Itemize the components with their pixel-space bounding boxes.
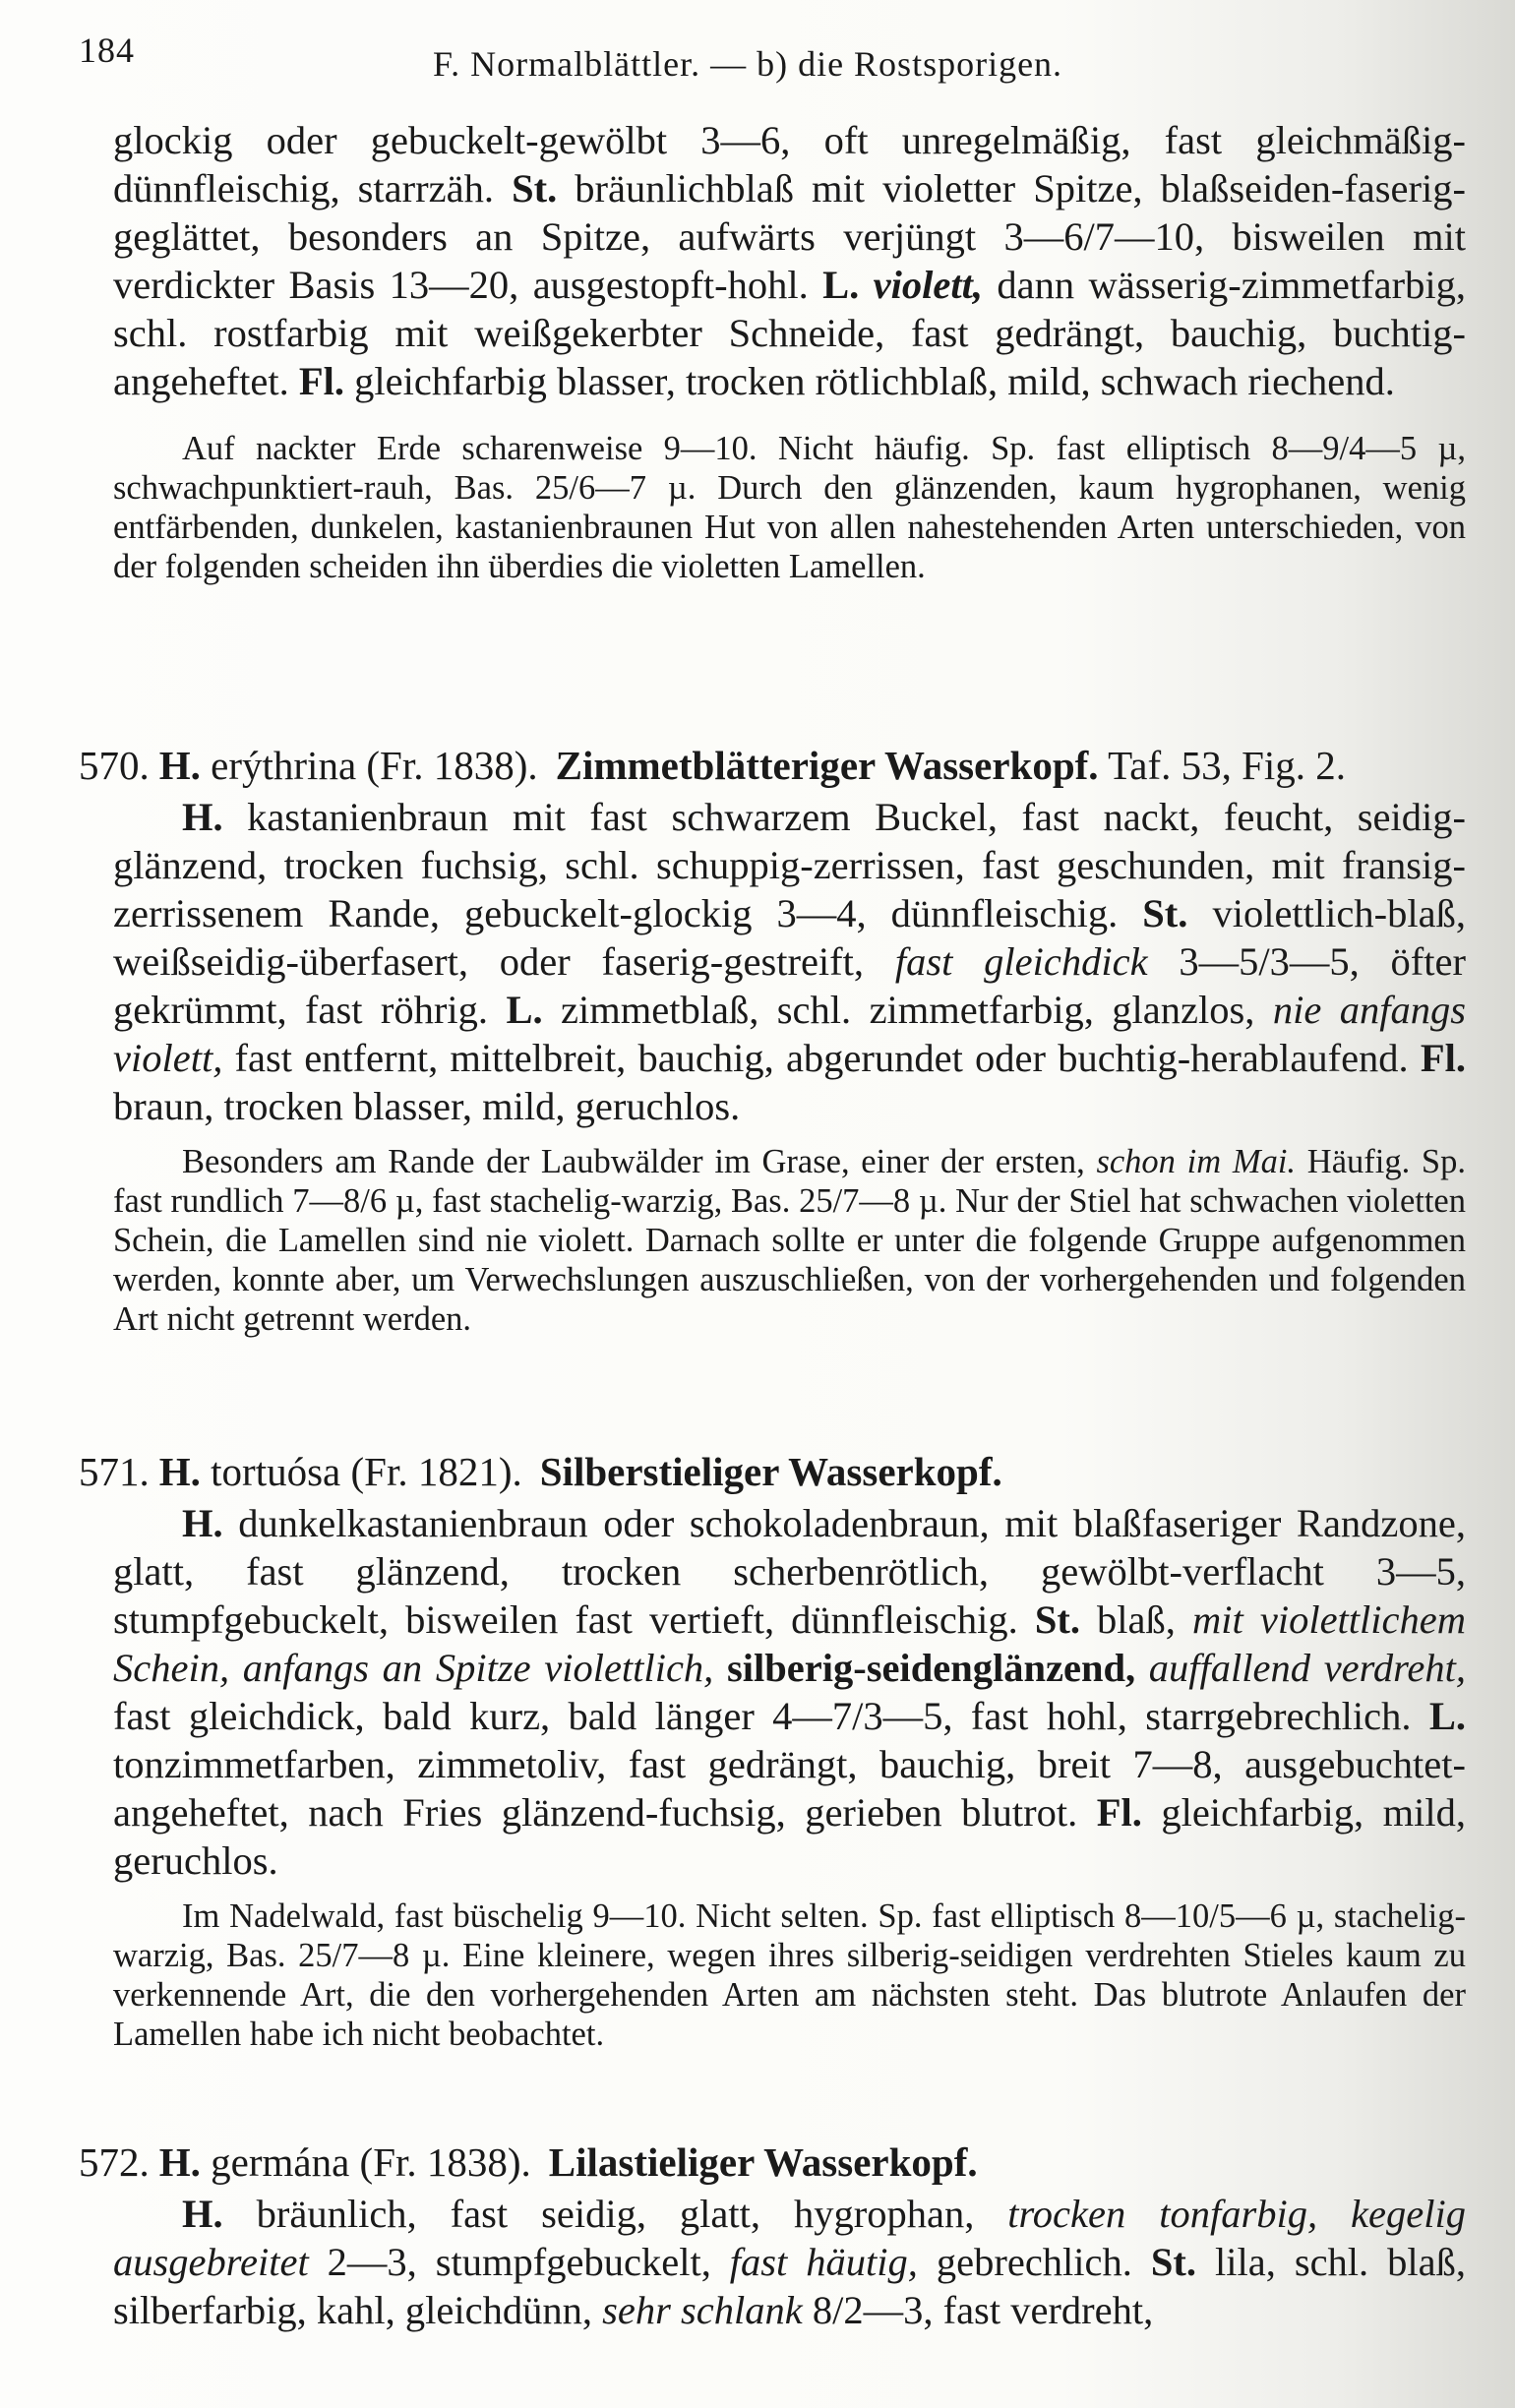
continuation-section — [113, 116, 1466, 586]
page-number: 184 — [79, 30, 135, 70]
common-name: Lilastieliger Wasserkopf. — [548, 2139, 978, 2185]
entry-description: H. dunkelkastanienbraun oder schokoladenbraun, mit blaßfaseriger Randzone, glatt, fast glänzend, trocken scherbenrötlich, gewölbt-verflacht 3—5, stumpfgebuckelt, bisweilen fast vertieft, dünnfleischig. St. blaß, mit violettlichem Schein, anfangs an Spitze violettlich, silberig-seidenglänzend, auffallend verdreht, fast gleichdick, bald kurz, bald länger 4—7/3—5, fast hohl, starrgebrechlich. L. tonzimmetfarben, zimmetoliv, fast gedrängt, bauchig, breit 7—8, ausgebuchtet-angeheftet, nach Fries glänzend-fuchsig, gerieben blutrot. Fl. gleichfarbig, mild, geruchlos. — [113, 1501, 1467, 1883]
page-header — [79, 30, 1456, 89]
entry-description: H. kastanienbraun mit fast schwarzem Buckel, fast nackt, feucht, seidig-glänzend, trocken fuchsig, schl. schuppig-zerrissen, fast geschunden, mit fransig-zerrissenem Rande, gebuckelt-glockig 3—4, dünnfleischig. St. violettlich-blaß, weißseidig-überfasert, oder faserig-gestreift, fast gleichdick 3—5/3—5, öfter gekrümmt, fast röhrig. L. zimmetblaß, schl. zimmetfarbig, glanzlos, nie anfangs violett, fast entfernt, mittelbreit, bauchig, abgerundet oder buchtig-herablaufend. Fl. braun, trocken blasser, mild, geruchlos. — [113, 795, 1466, 1128]
entry-heading: 571. H. tortuósa (Fr. 1821). Silberstieliger Wasserkopf. — [79, 1449, 1002, 1494]
species-name: germána (Fr. 1838). — [200, 2139, 531, 2185]
continuation-note: Auf nackter Erde scharenweise 9—10. Nicht häufig. Sp. fast elliptisch 8—9/4—5 µ, schwachpunktiert-rauh, Bas. 25/6—7 µ. Durch den glänzenden, kaum hygrophanen, wenig entfärbenden, dunkelen, kastanienbraunen Hut von allen nahestehenden Arten unterschieden, von der folgenden scheiden ihn überdies die violetten Lamellen. — [113, 430, 1466, 585]
continuation-description: glockig oder gebuckelt-gewölbt 3—6, oft unregelmäßig, fast gleichmäßig-dünnfleischig, starrzäh. St. bräunlichblaß mit violetter Spitze, blaßseiden-faserig-geglättet, besonders an Spitze, aufwärts verjüngt 3—6/7—10, bisweilen mit verdickter Basis 13—20, ausgestopft-hohl. L. violett, dann wässerig-zimmetfarbig, schl. rostfarbig mit weißgekerbter Schneide, fast gedrängt, bauchig, buchtig-angeheftet. Fl. gleichfarbig blasser, trocken rötlichblaß, mild, schwach riechend. — [113, 118, 1466, 403]
entry-heading: 570. H. erýthrina (Fr. 1838). Zimmetblätteriger Wasserkopf. Taf. 53, Fig. 2. — [79, 743, 1347, 788]
entry-number: 571. — [79, 1449, 150, 1494]
entry-number: 572. — [79, 2139, 150, 2185]
plate-reference: Taf. 53, Fig. 2. — [1108, 743, 1347, 788]
entry-description: H. bräunlich, fast seidig, glatt, hygrophan, trocken tonfarbig, kegelig ausgebreitet 2—3, stumpfgebuckelt, fast häutig, gebrechlich. St. lila, schl. blaß, silberfarbig, kahl, gleichdünn, sehr schlank 8/2—3, fast verdreht, — [113, 2192, 1467, 2332]
common-name: Zimmetblätteriger Wasserkopf. — [555, 743, 1099, 788]
entry-571 — [79, 1446, 1467, 2054]
common-name: Silberstieliger Wasserkopf. — [539, 1449, 1002, 1494]
entry-heading: 572. H. germána (Fr. 1838). Lilastieliger Wasserkopf. — [79, 2139, 978, 2185]
entry-note: Im Nadelwald, fast büschelig 9—10. Nicht selten. Sp. fast elliptisch 8—10/5—6 µ, stachelig-warzig, Bas. 25/7—8 µ. Eine kleinere, wegen ihres silberig-seidigen verdrehten Stieles kaum zu verkennende Art, die den vorhergehenden Arten am nächsten steht. Das blutrote Anlaufen der Lamellen habe ich nicht beobachtet. — [113, 1897, 1466, 2053]
species-name: erýthrina (Fr. 1838). — [200, 743, 538, 788]
entry-note: Besonders am Rande der Laubwälder im Grase, einer der ersten, schon im Mai. Häufig. Sp. fast rundlich 7—8/6 µ, fast stachelig-warzig, Bas. 25/7—8 µ. Nur der Stiel hat schwachen violetten Schein, die Lamellen sind nie violett. Darnach sollte er unter die folgende Gruppe aufgenommen werden, konnte aber, um Verwechslungen auszuschließen, von der vorhergehenden und folgenden Art nicht getrennt werden. — [113, 1143, 1466, 1338]
entry-570 — [79, 740, 1466, 1339]
entry-number: 570. — [79, 743, 150, 788]
entry-572 — [79, 2137, 1467, 2334]
species-name: tortuósa (Fr. 1821). — [200, 1449, 522, 1494]
running-head: F. Normalblättler. — b) die Rostsporigen. — [433, 44, 1063, 84]
